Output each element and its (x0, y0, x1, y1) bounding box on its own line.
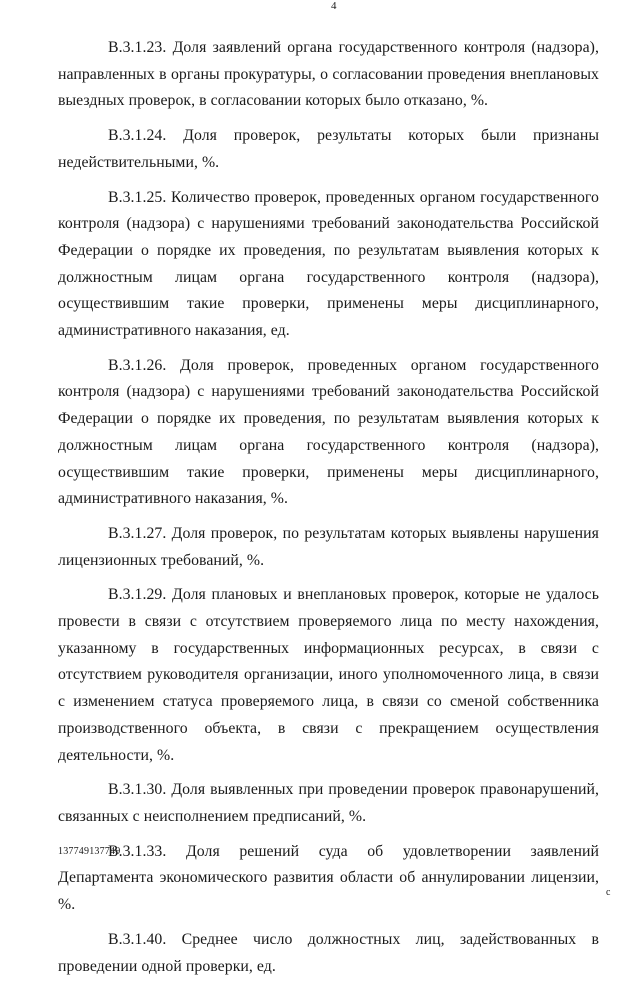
document-id: 137749137749 (58, 846, 121, 857)
paragraph-b-3-1-26: B.3.1.26. Доля проверок, проведенных органом государственного контроля (надзора) с нарушениями требований законодательства Российской Федерации о порядке их проведения, по результатам выявления которых к должностным лицам органа государственного контроля (надзора), осуществившим такие проверки, применены меры дисциплинарного, административного наказания, %. (58, 356, 599, 508)
page-number: 4 (331, 0, 337, 12)
paragraph-b-3-1-33: B.3.1.33. Доля решений суда об удовлетворении заявлений Департамента экономического развития области об аннулировании лицензии, %. (58, 842, 599, 914)
paragraph-b-3-1-29: B.3.1.29. Доля плановых и внеплановых проверок, которые не удалось провести в связи с отсутствием проверяемого лица по месту нахождения, указанному в государственных информационных ресурсах, в связи с отсутствием руководителя организации, иного уполномоченного лица, в связи с изменением статуса проверяемого лица, в связи со сменой собственника производственного объекта, в связи с прекращением осуществления деятельности, %. (58, 586, 599, 764)
paragraph-b-3-1-40: B.3.1.40. Среднее число должностных лиц, задействованных в проведении одной проверки, ед. (58, 930, 599, 975)
document-body (58, 35, 599, 988)
paragraph-b-3-1-25: B.3.1.25. Количество проверок, проведенных органом государственного контроля (надзора) с нарушениями требований законодательства Российской Федерации о порядке их проведения, по результатам выявления которых к должностным лицам органа государственного контроля (надзора), осуществившим такие проверки, применены меры дисциплинарного, административного наказания, ед. (58, 188, 599, 340)
paragraph-b-3-1-24: B.3.1.24. Доля проверок, результаты которых были признаны недействительными, %. (58, 127, 599, 171)
paragraph-b-3-1-30: B.3.1.30. Доля выявленных при проведении проверок правонарушений, связанных с неисполнением предписаний, %. (58, 781, 599, 825)
paragraph-b-3-1-23: B.3.1.23. Доля заявлений органа государственного контроля (надзора), направленных в органы прокуратуры, о согласовании проведения внеплановых выездных проверок, в согласовании которых было отказано, %. (58, 39, 599, 110)
corner-mark: c (606, 887, 611, 898)
paragraph-b-3-1-27: B.3.1.27. Доля проверок, по результатам которых выявлены нарушения лицензионных требований, %. (58, 524, 599, 569)
